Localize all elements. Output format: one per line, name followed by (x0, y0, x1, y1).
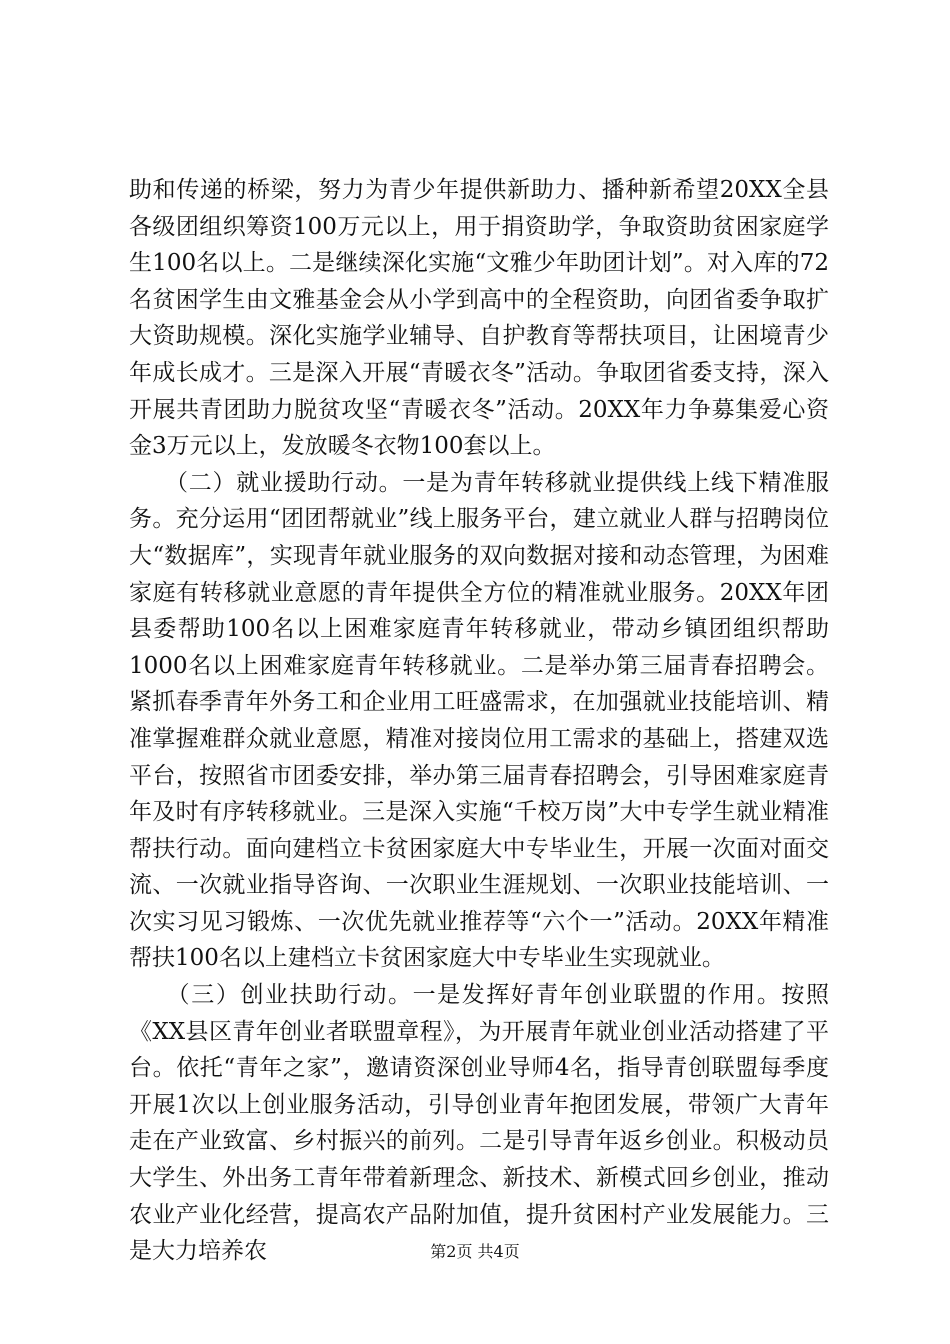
paragraph-1: 助和传递的桥梁，努力为青少年提供新助力、播种新希望20XX全县各级团组织筹资100万元以上，用于捐资助学，争取资助贫困家庭学生100名以上。二是继续深化实施“文雅少年助团计划”。对入库的72名贫困学生由文雅基金会从小学到高中的全程资助，向团省委争取扩大资助规模。深化实施学业辅导、自护教育等帮扶项目，让困境青少年成长成才。三是深入开展“青暖衣冬”活动。争取团省委支持，深入开展共青团助力脱贫攻坚“青暖衣冬”活动。20XX年力争募集爱心资金3万元以上，发放暖冬衣物100套以上。 (129, 177, 829, 460)
page-footer (0, 1242, 950, 1262)
paragraph-2: （二）就业援助行动。一是为青年转移就业提供线上线下精准服务。充分运用“团团帮就业”线上服务平台，建立就业人群与招聘岗位大“数据库”，实现青年就业服务的双向数据对接和动态管理，为困难家庭有转移就业意愿的青年提供全方位的精准就业服务。20XX年团县委帮助100名以上困难家庭青年转移就业，带动乡镇团组织帮助1000名以上困难家庭青年转移就业。二是举办第三届青春招聘会。紧抓春季青年外务工和企业用工旺盛需求，在加强就业技能培训、精准掌握难群众就业意愿，精准对接岗位用工需求的基础上，搭建双选平台，按照省市团委安排，举办第三届青春招聘会，引导困难家庭青年及时有序转移就业。三是深入实施“千校万岗”大中专学生就业精准帮扶行动。面向建档立卡贫困家庭大中专毕业生，开展一次面对面交流、一次就业指导咨询、一次职业生涯规划、一次职业技能培训、一次实习见习锻炼、一次优先就业推荐等“六个一”活动。20XX年精准帮扶100名以上建档立卡贫困家庭大中专毕业生实现就业。 (129, 469, 829, 972)
page-number-label: 第2页 共4页 (430, 1242, 520, 1261)
paragraph-3: （三）创业扶助行动。一是发挥好青年创业联盟的作用。按照《XX县区青年创业者联盟章程》，为开展青年就业创业活动搭建了平台。依托“青年之家”，邀请资深创业导师4名，指导青创联盟每季度开展1次以上创业服务活动，引导创业青年抱团发展，带领广大青年走在产业致富、乡村振兴的前列。二是引导青年返乡创业。积极动员大学生、外出务工青年带着新理念、新技术、新模式回乡创业，推动农业产业化经营，提高农产品附加值，提升贫困村产业发展能力。三是大力培养农 (129, 982, 829, 1265)
document-body (129, 172, 829, 1270)
